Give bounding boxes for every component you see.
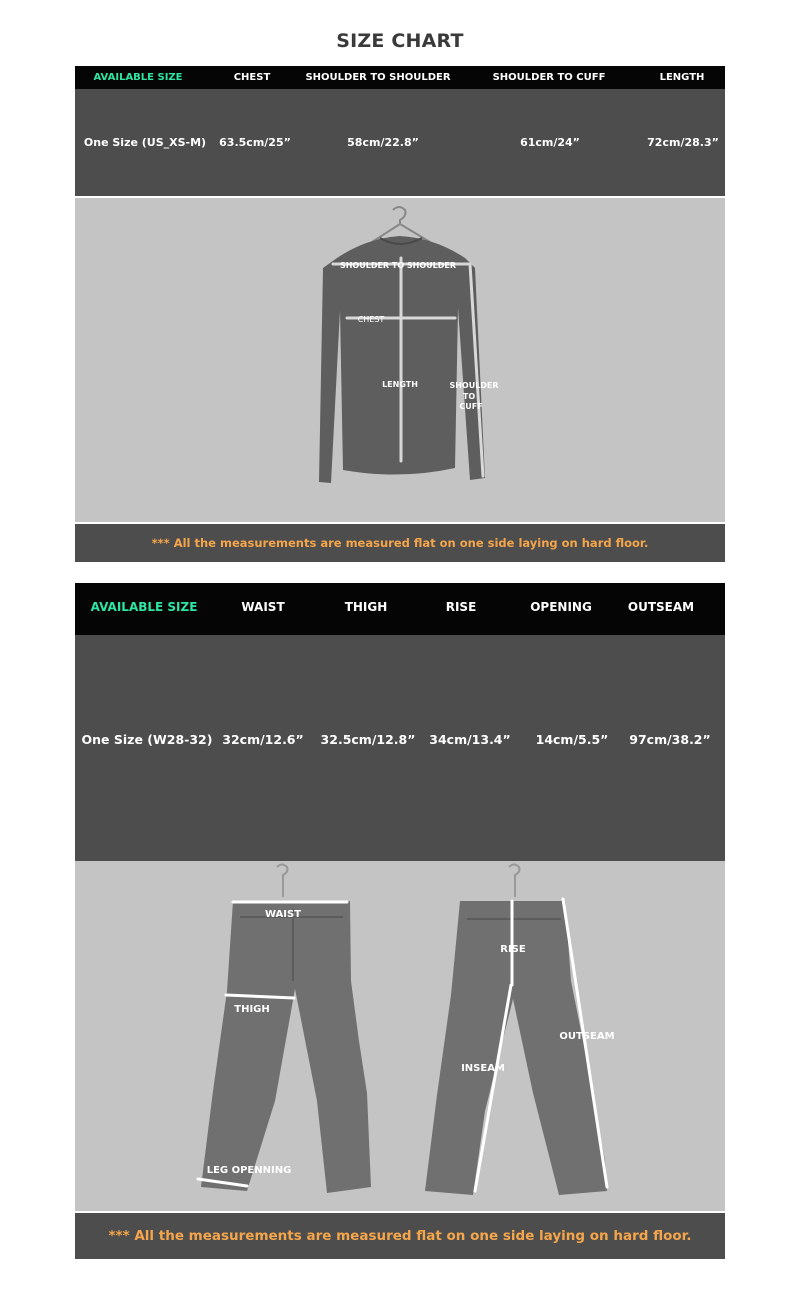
label-cuff-3: CUFF (459, 402, 483, 411)
header-waist: WAIST (241, 600, 285, 614)
size-name: One Size (US_XS-M) (83, 136, 207, 149)
label-cuff-1: SHOULDER (449, 381, 499, 390)
waist-value: 32cm/12.6” (222, 732, 304, 747)
label-leg-opening: LEG OPENNING (206, 1165, 292, 1176)
top-size-chart (75, 66, 725, 562)
shirt-diagram (75, 198, 725, 522)
bottom-size-chart (75, 583, 725, 1259)
size-name: One Size (W28-32) (81, 732, 213, 747)
page-title: SIZE CHART (336, 30, 464, 52)
length-value: 72cm/28.3” (647, 136, 719, 149)
header-chest: CHEST (233, 72, 271, 83)
top-chart-size-row (75, 89, 725, 196)
pants-measurement-photo (75, 861, 725, 1211)
header-opening: OPENING (530, 600, 592, 614)
header-length: LENGTH (659, 72, 705, 83)
top-measurement-note: *** All the measurements are measured flat on one side laying on hard floor. (75, 524, 725, 562)
header-shoulder-to-cuff: SHOULDER TO CUFF (492, 72, 606, 83)
label-rise: RISE (500, 944, 526, 955)
header-rise: RISE (445, 600, 477, 614)
label-length: LENGTH (382, 380, 418, 389)
header-available-size: AVAILABLE SIZE (90, 600, 198, 614)
chest-value: 63.5cm/25” (219, 136, 291, 149)
outseam-value: 97cm/38.2” (629, 732, 711, 747)
opening-value: 14cm/5.5” (535, 732, 609, 747)
label-waist: WAIST (264, 909, 302, 920)
label-thigh: THIGH (234, 1004, 270, 1015)
hanger-icon (277, 865, 520, 898)
cuff-value: 61cm/24” (520, 136, 580, 149)
shirt-measurement-photo (75, 198, 725, 522)
bottom-measurement-note: *** All the measurements are measured flat on one side laying on hard floor. (75, 1213, 725, 1259)
label-inseam: INSEAM (461, 1063, 505, 1074)
bottom-chart-size-row (75, 635, 725, 861)
rise-value: 34cm/13.4” (429, 732, 511, 747)
label-cuff-2: TO (462, 392, 476, 401)
header-outseam: OUTSEAM (627, 600, 695, 614)
header-available-size: AVAILABLE SIZE (93, 72, 183, 83)
label-chest: CHEST (357, 315, 385, 324)
top-chart-header (75, 66, 725, 89)
header-thigh: THIGH (344, 600, 388, 614)
label-outseam: OUTSEAM (559, 1031, 615, 1042)
label-shoulder: SHOULDER TO SHOULDER (339, 261, 457, 270)
shoulder-value: 58cm/22.8” (347, 136, 419, 149)
header-shoulder-to-shoulder: SHOULDER TO SHOULDER (305, 72, 451, 83)
thigh-value: 32.5cm/12.8” (320, 732, 416, 747)
bottom-chart-header (75, 583, 725, 635)
front-pants-icon (201, 901, 371, 1193)
pants-diagram (75, 861, 725, 1211)
